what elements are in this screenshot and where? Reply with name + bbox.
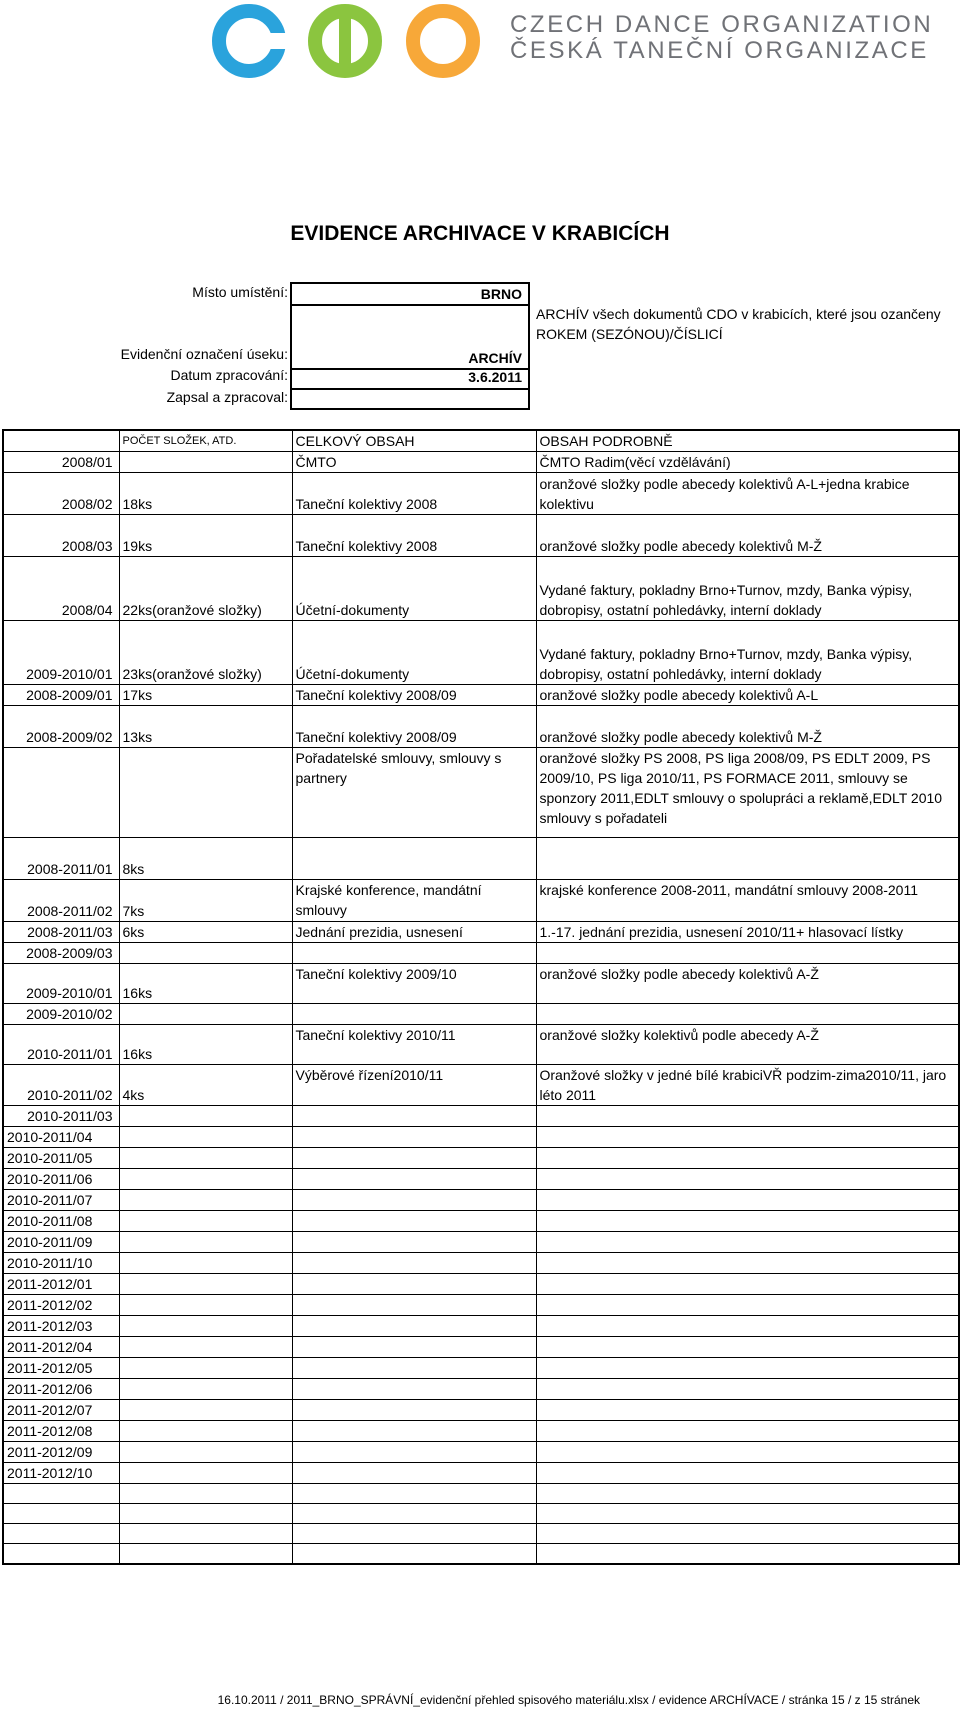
table-row bbox=[3, 1463, 959, 1484]
cell-count bbox=[119, 1127, 292, 1148]
cell-content bbox=[292, 1232, 536, 1253]
table-row bbox=[3, 1025, 959, 1065]
cell-content bbox=[292, 1358, 536, 1379]
table-row bbox=[3, 1295, 959, 1316]
table-row bbox=[3, 1316, 959, 1337]
cell-detail bbox=[536, 1316, 959, 1337]
org-name-en: CZECH DANCE ORGANIZATION bbox=[510, 11, 934, 38]
cell-count: 22ks(oranžové složky) bbox=[119, 557, 292, 621]
table-row bbox=[3, 706, 959, 748]
cell-content bbox=[292, 1169, 536, 1190]
label-location: Místo umístění: bbox=[192, 284, 288, 300]
table-row bbox=[3, 1484, 959, 1504]
cell-count bbox=[119, 1421, 292, 1442]
cell-content bbox=[292, 1337, 536, 1358]
table-row bbox=[3, 748, 959, 838]
cell-content bbox=[292, 1442, 536, 1463]
cell-detail: oranžové složky podle abecedy kolektivů A-Ž bbox=[536, 964, 959, 1004]
cdo-logo bbox=[212, 4, 482, 78]
cell-count bbox=[119, 1316, 292, 1337]
header-cell-content: CELKOVÝ OBSAH bbox=[292, 430, 536, 452]
cell-count bbox=[119, 1274, 292, 1295]
cell-detail bbox=[536, 838, 959, 880]
cell-count: 18ks bbox=[119, 473, 292, 515]
label-date: Datum zpracování: bbox=[170, 367, 288, 383]
cell-detail bbox=[536, 1274, 959, 1295]
cell-detail bbox=[536, 1484, 959, 1504]
cell-count bbox=[119, 1295, 292, 1316]
cell-content: Taneční kolektivy 2008/09 bbox=[292, 706, 536, 748]
cell-detail: oranžové složky podle abecedy kolektivů A-L+jedna krabice kolektivu bbox=[536, 473, 959, 515]
cell-content bbox=[292, 1274, 536, 1295]
cell-box-id: 2008-2011/02 bbox=[3, 880, 119, 922]
cell-detail bbox=[536, 1358, 959, 1379]
cell-detail: Oranžové složky v jedné bílé krabiciVŘ podzim-zima2010/11, jaro léto 2011 bbox=[536, 1065, 959, 1106]
table-row bbox=[3, 1421, 959, 1442]
cell-content bbox=[292, 1379, 536, 1400]
cell-content bbox=[292, 1004, 536, 1025]
cell-content: Taneční kolektivy 2008/09 bbox=[292, 685, 536, 706]
cell-count bbox=[119, 1106, 292, 1127]
cell-count: 7ks bbox=[119, 880, 292, 922]
cell-detail bbox=[536, 1400, 959, 1421]
cell-detail bbox=[536, 1004, 959, 1025]
table-row bbox=[3, 1358, 959, 1379]
table-row bbox=[3, 880, 959, 922]
table-row bbox=[3, 922, 959, 943]
cell-box-id: 2010-2011/07 bbox=[3, 1190, 119, 1211]
cell-count bbox=[119, 748, 292, 838]
table-row bbox=[3, 1337, 959, 1358]
cell-content bbox=[292, 1463, 536, 1484]
table-row bbox=[3, 964, 959, 1004]
table-row bbox=[3, 557, 959, 621]
document-title: EVIDENCE ARCHIVACE V KRABICÍCH bbox=[290, 222, 670, 245]
cell-count: 23ks(oranžové složky) bbox=[119, 621, 292, 685]
cell-box-id: 2010-2011/02 bbox=[3, 1065, 119, 1106]
cell-box-id: 2011-2012/04 bbox=[3, 1337, 119, 1358]
cell-detail bbox=[536, 1190, 959, 1211]
org-name-cz: ČESKÁ TANEČNÍ ORGANIZACE bbox=[510, 37, 929, 64]
cell-detail bbox=[536, 1169, 959, 1190]
cell-content: Jednání prezidia, usnesení bbox=[292, 922, 536, 943]
cell-box-id: 2008/02 bbox=[3, 473, 119, 515]
cell-detail bbox=[536, 1544, 959, 1564]
cell-count bbox=[119, 1442, 292, 1463]
cell-count bbox=[119, 1400, 292, 1421]
cell-content bbox=[292, 1421, 536, 1442]
cell-box-id: 2009-2010/01 bbox=[3, 964, 119, 1004]
cell-content: Taneční kolektivy 2010/11 bbox=[292, 1025, 536, 1065]
cell-content: Krajské konference, mandátní smlouvy bbox=[292, 880, 536, 922]
cell-box-id: 2009-2010/02 bbox=[3, 1004, 119, 1025]
cell-count bbox=[119, 1211, 292, 1232]
table-row bbox=[3, 685, 959, 706]
table-row bbox=[3, 1169, 959, 1190]
cell-box-id: 2011-2012/03 bbox=[3, 1316, 119, 1337]
table-row bbox=[3, 1148, 959, 1169]
archive-table bbox=[2, 429, 960, 1565]
header-cell-detail: OBSAH PODROBNĚ bbox=[536, 430, 959, 452]
cell-detail bbox=[536, 1337, 959, 1358]
cell-content bbox=[292, 943, 536, 964]
cell-content: Taneční kolektivy 2009/10 bbox=[292, 964, 536, 1004]
cell-box-id: 2010-2011/01 bbox=[3, 1025, 119, 1065]
cell-count bbox=[119, 1004, 292, 1025]
table-row bbox=[3, 943, 959, 964]
header-cell-count: POČET SLOŽEK, ATD. bbox=[119, 430, 292, 452]
cell-detail bbox=[536, 1421, 959, 1442]
cell-box-id: 2008-2011/03 bbox=[3, 922, 119, 943]
archive-note: ARCHÍV všech dokumentů CDO v krabicích, které jsou ozančeny ROKEM (SEZÓNOU)/ČÍSLICÍ bbox=[536, 306, 941, 342]
cell-count: 16ks bbox=[119, 964, 292, 1004]
cell-detail: oranžové složky kolektivů podle abecedy A-Ž bbox=[536, 1025, 959, 1065]
cell-content bbox=[292, 838, 536, 880]
table-row bbox=[3, 1232, 959, 1253]
org-name bbox=[510, 12, 933, 64]
table-row bbox=[3, 1524, 959, 1544]
cell-detail bbox=[536, 1127, 959, 1148]
cell-box-id: 2010-2011/03 bbox=[3, 1106, 119, 1127]
info-box bbox=[290, 282, 534, 408]
cell-detail: 1.-17. jednání prezidia, usnesení 2010/11+ hlasovací lístky bbox=[536, 922, 959, 943]
label-section: Evidenční označení úseku: bbox=[120, 346, 288, 362]
header-cell-id bbox=[3, 430, 119, 452]
cell-detail: oranžové složky PS 2008, PS liga 2008/09, PS EDLT 2009, PS 2009/10, PS liga 2010/11, PS FORMACE 2011, smlouvy se sponzory 2011,EDLT smlouvy o spolupráci a reklamě,EDLT 2010 smlouvy s pořadateli bbox=[536, 748, 959, 838]
cell-count bbox=[119, 452, 292, 473]
cell-content bbox=[292, 1127, 536, 1148]
cell-count: 17ks bbox=[119, 685, 292, 706]
cell-box-id bbox=[3, 1504, 119, 1524]
table-row bbox=[3, 1544, 959, 1564]
page-footer: 16.10.2011 / 2011_BRNO_SPRÁVNÍ_evidenční přehled spisového materiálu.xlsx / evidence ARCHÍVACE / stránka 15 / z 15 stránek bbox=[217, 1693, 920, 1707]
cell-content bbox=[292, 1544, 536, 1564]
label-author: Zapsal a zpracoval: bbox=[166, 389, 288, 405]
table-row bbox=[3, 1106, 959, 1127]
cell-detail bbox=[536, 1504, 959, 1524]
cell-content bbox=[292, 1295, 536, 1316]
cell-count: 8ks bbox=[119, 838, 292, 880]
cell-detail: Vydané faktury, pokladny Brno+Turnov, mzdy, Banka výpisy, dobropisy, ostatní pohledávky, interní doklady bbox=[536, 557, 959, 621]
table-row bbox=[3, 621, 959, 685]
cell-detail bbox=[536, 1524, 959, 1544]
value-location: BRNO bbox=[290, 282, 530, 306]
value-date: 3.6.2011 bbox=[290, 368, 530, 390]
cell-detail: krajské konference 2008-2011, mandátní smlouvy 2008-2011 bbox=[536, 880, 959, 922]
value-author bbox=[290, 388, 530, 410]
cell-box-id: 2011-2012/09 bbox=[3, 1442, 119, 1463]
cell-count bbox=[119, 1379, 292, 1400]
cell-count bbox=[119, 1253, 292, 1274]
cell-count bbox=[119, 1337, 292, 1358]
cell-box-id bbox=[3, 1484, 119, 1504]
cell-box-id: 2008/01 bbox=[3, 452, 119, 473]
cell-detail bbox=[536, 1148, 959, 1169]
cell-box-id: 2011-2012/08 bbox=[3, 1421, 119, 1442]
table-row bbox=[3, 1127, 959, 1148]
table-row bbox=[3, 473, 959, 515]
cell-content bbox=[292, 1400, 536, 1421]
cell-count bbox=[119, 1504, 292, 1524]
table-row bbox=[3, 1211, 959, 1232]
cell-detail bbox=[536, 1232, 959, 1253]
cell-box-id: 2008/04 bbox=[3, 557, 119, 621]
table-row bbox=[3, 1442, 959, 1463]
cell-count: 4ks bbox=[119, 1065, 292, 1106]
cell-box-id: 2010-2011/04 bbox=[3, 1127, 119, 1148]
cell-content: Taneční kolektivy 2008 bbox=[292, 473, 536, 515]
cell-box-id: 2011-2012/07 bbox=[3, 1400, 119, 1421]
table-row bbox=[3, 1274, 959, 1295]
cell-count bbox=[119, 1169, 292, 1190]
cell-box-id bbox=[3, 748, 119, 838]
cell-detail bbox=[536, 1463, 959, 1484]
cell-count bbox=[119, 1148, 292, 1169]
table-row bbox=[3, 1065, 959, 1106]
cell-box-id: 2011-2012/05 bbox=[3, 1358, 119, 1379]
cell-box-id: 2010-2011/06 bbox=[3, 1169, 119, 1190]
value-section: ARCHÍV bbox=[290, 304, 530, 370]
cell-content bbox=[292, 1524, 536, 1544]
table-row bbox=[3, 1504, 959, 1524]
cell-content bbox=[292, 1316, 536, 1337]
cell-detail bbox=[536, 1379, 959, 1400]
cell-detail bbox=[536, 1253, 959, 1274]
cell-content bbox=[292, 1190, 536, 1211]
cell-count bbox=[119, 943, 292, 964]
logo-o-mark bbox=[413, 11, 473, 71]
cell-content: Taneční kolektivy 2008 bbox=[292, 515, 536, 557]
cell-count: 19ks bbox=[119, 515, 292, 557]
cell-box-id: 2009-2010/01 bbox=[3, 621, 119, 685]
cell-box-id: 2010-2011/08 bbox=[3, 1211, 119, 1232]
table-header-row bbox=[3, 430, 959, 452]
cell-detail bbox=[536, 1442, 959, 1463]
logo-d-mark bbox=[315, 10, 375, 72]
cell-content: Výběrové řízení2010/11 bbox=[292, 1065, 536, 1106]
table-row bbox=[3, 1004, 959, 1025]
cell-count bbox=[119, 1232, 292, 1253]
table-row bbox=[3, 1400, 959, 1421]
cell-content: ČMTO bbox=[292, 452, 536, 473]
cell-box-id: 2008-2009/03 bbox=[3, 943, 119, 964]
cell-detail: oranžové složky podle abecedy kolektivů A-L bbox=[536, 685, 959, 706]
cell-content bbox=[292, 1148, 536, 1169]
cell-content bbox=[292, 1106, 536, 1127]
cell-count bbox=[119, 1544, 292, 1564]
cell-count bbox=[119, 1190, 292, 1211]
cell-box-id: 2008/03 bbox=[3, 515, 119, 557]
cell-box-id: 2010-2011/10 bbox=[3, 1253, 119, 1274]
cell-box-id: 2010-2011/09 bbox=[3, 1232, 119, 1253]
cell-box-id: 2011-2012/06 bbox=[3, 1379, 119, 1400]
cell-box-id bbox=[3, 1544, 119, 1564]
cell-content bbox=[292, 1253, 536, 1274]
cell-detail bbox=[536, 1106, 959, 1127]
cell-count bbox=[119, 1484, 292, 1504]
table-row bbox=[3, 1253, 959, 1274]
cell-detail: oranžové složky podle abecedy kolektivů M-Ž bbox=[536, 706, 959, 748]
cell-box-id bbox=[3, 1524, 119, 1544]
cell-detail: ČMTO Radim(věcí vzdělávání) bbox=[536, 452, 959, 473]
cell-content: Pořadatelské smlouvy, smlouvy s partnery bbox=[292, 748, 536, 838]
cell-box-id: 2008-2009/02 bbox=[3, 706, 119, 748]
cell-content bbox=[292, 1504, 536, 1524]
cell-count: 6ks bbox=[119, 922, 292, 943]
cell-content: Účetní-dokumenty bbox=[292, 621, 536, 685]
cell-detail: Vydané faktury, pokladny Brno+Turnov, mzdy, Banka výpisy, dobropisy, ostatní pohledávky, interní doklady bbox=[536, 621, 959, 685]
cell-box-id: 2008-2009/01 bbox=[3, 685, 119, 706]
table-row bbox=[3, 1190, 959, 1211]
cell-count bbox=[119, 1524, 292, 1544]
table-row bbox=[3, 1379, 959, 1400]
cell-detail bbox=[536, 1295, 959, 1316]
cell-count bbox=[119, 1463, 292, 1484]
cell-box-id: 2011-2012/02 bbox=[3, 1295, 119, 1316]
cell-content bbox=[292, 1211, 536, 1232]
cell-content: Účetní-dokumenty bbox=[292, 557, 536, 621]
cell-box-id: 2010-2011/05 bbox=[3, 1148, 119, 1169]
cell-content bbox=[292, 1484, 536, 1504]
table-row bbox=[3, 452, 959, 473]
cell-box-id: 2008-2011/01 bbox=[3, 838, 119, 880]
cell-detail bbox=[536, 943, 959, 964]
cell-count bbox=[119, 1358, 292, 1379]
cell-count: 13ks bbox=[119, 706, 292, 748]
table-row bbox=[3, 838, 959, 880]
cell-box-id: 2011-2012/01 bbox=[3, 1274, 119, 1295]
cell-count: 16ks bbox=[119, 1025, 292, 1065]
logo-c-mark bbox=[219, 11, 288, 71]
cell-detail: oranžové složky podle abecedy kolektivů M-Ž bbox=[536, 515, 959, 557]
cell-box-id: 2011-2012/10 bbox=[3, 1463, 119, 1484]
table-row bbox=[3, 515, 959, 557]
cell-detail bbox=[536, 1211, 959, 1232]
